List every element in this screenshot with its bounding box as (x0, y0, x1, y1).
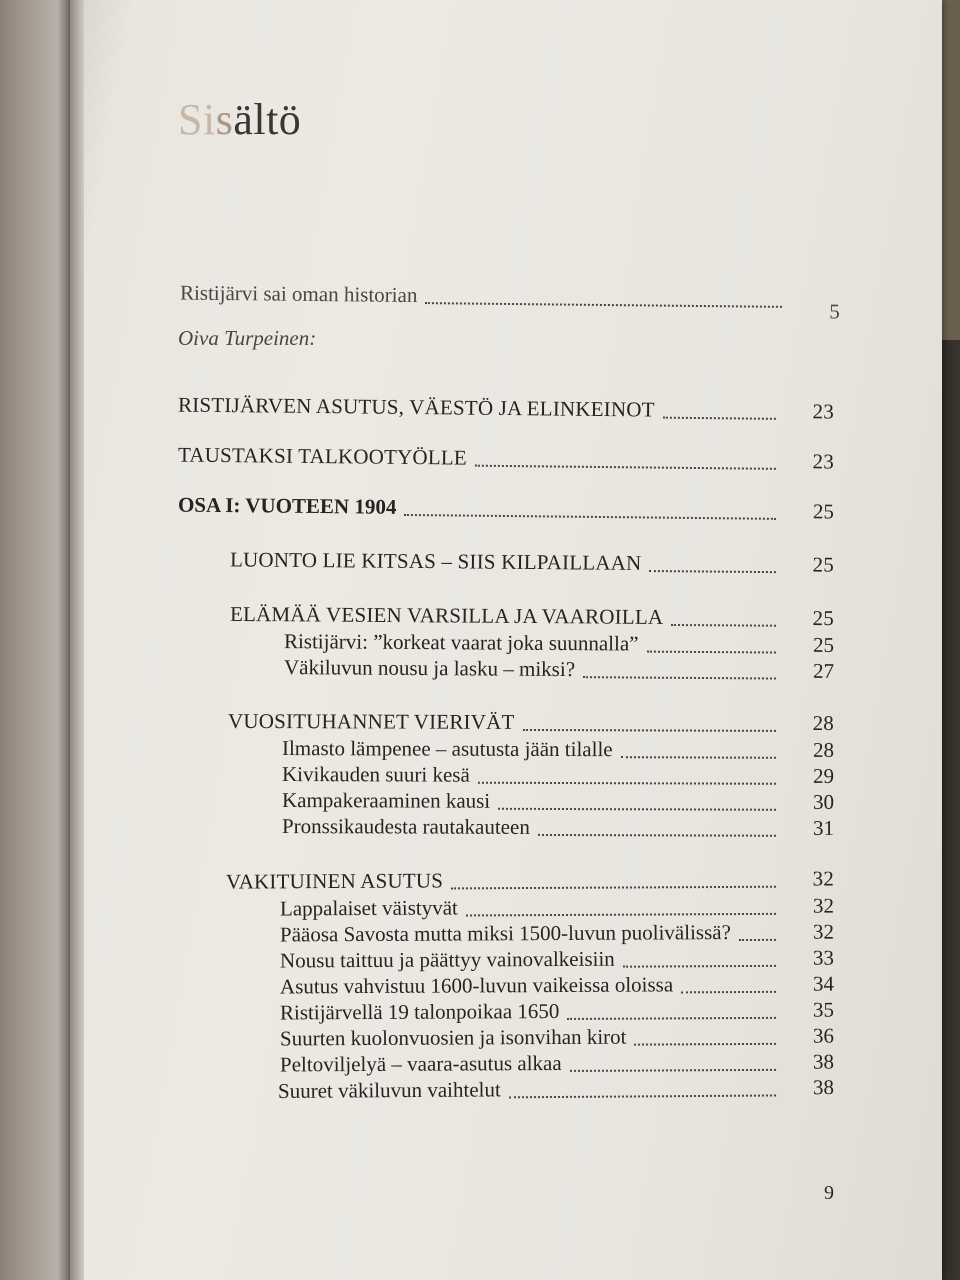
toc-entry-label: Peltoviljelyä – vaara-asutus alkaa (279, 1050, 562, 1077)
toc-entry-page: 29 (812, 763, 835, 788)
toc-entry-section (282, 788, 834, 815)
toc-entry-label: ELÄMÄÄ VESIEN VARSILLA JA VAAROILLA (229, 601, 664, 629)
toc-entry-page: 27 (812, 658, 835, 683)
dot-leader (451, 886, 776, 890)
page-gutter (70, 0, 84, 1280)
toc-entry-page: 36 (812, 1023, 835, 1048)
toc-entry-section (280, 946, 834, 974)
dot-leader (671, 624, 776, 627)
author-credit: Oiva Turpeinen: (178, 326, 317, 350)
toc-entry-page: 23 (812, 399, 835, 424)
toc-entry-section (282, 814, 834, 841)
dot-leader (404, 514, 776, 520)
dot-leader (498, 808, 776, 811)
toc-entry-label: Pääosa Savosta mutta miksi 1500-luvun puolivälissä? (279, 920, 731, 947)
dot-leader (475, 465, 776, 470)
dot-leader (466, 913, 776, 917)
toc-entry-section (280, 1050, 834, 1078)
toc-entry-page: 25 (812, 552, 835, 577)
toc-entry-label: Väkiluvun nousu ja lasku – miksi? (283, 655, 576, 682)
toc-entry-page: 23 (812, 449, 835, 474)
toc-entry-section (282, 736, 834, 763)
dot-leader (623, 965, 776, 968)
title-part-faded: Si (178, 95, 216, 144)
toc-entry-section (280, 972, 834, 1000)
dot-leader (649, 570, 776, 573)
toc-entry-page: 38 (812, 1075, 835, 1100)
dot-leader (425, 302, 782, 308)
toc-entry-label: OSA I: VUOTEEN 1904 (177, 492, 397, 519)
toc-entry-page: 38 (812, 1049, 835, 1074)
toc-entry-label: Lappalaiset väistyvät (279, 895, 458, 921)
toc-entry-label: RISTIJÄRVEN ASUTUS, VÄESTÖ JA ELINKEINOT (177, 392, 655, 422)
toc-entry-label: Suuret väkiluvun vaihtelut (277, 1077, 501, 1103)
toc-entry-chapter (226, 866, 834, 894)
toc-entry-label: VUOSITUHANNET VIERIVÄT (227, 708, 515, 734)
dot-leader (739, 939, 776, 941)
toc-entry-page: 25 (812, 499, 835, 524)
dot-leader (478, 782, 776, 785)
toc-entry-page: 25 (812, 605, 835, 631)
toc-entry-section (284, 629, 834, 658)
toc-entry-label: Kivikauden suuri kesä (281, 762, 470, 787)
toc-entry-page: 28 (812, 737, 835, 762)
toc-entry-page: 5 (829, 299, 840, 324)
dot-leader (663, 417, 776, 420)
toc-entry-page: 34 (812, 971, 835, 996)
title-part-mid: s (215, 95, 234, 144)
toc-entry-page: 32 (812, 866, 835, 891)
toc-entry-section (280, 998, 834, 1026)
toc-entry-label: Ristijärvellä 19 talonpoikaa 1650 (279, 998, 560, 1025)
dot-leader (509, 1094, 776, 1098)
toc-entry-label: Suurten kuolonvuosien ja isonvihan kirot (279, 1024, 627, 1051)
toc-entry-label: Ristijärvi sai oman historian (179, 280, 418, 308)
toc-entry-section (282, 762, 834, 789)
toc-entry-page: 28 (812, 710, 835, 736)
toc-entry-section (280, 1024, 834, 1052)
dot-leader (523, 729, 776, 732)
toc-entry-page: 35 (812, 997, 835, 1022)
dot-leader (583, 676, 776, 679)
toc-entry-label: Ilmasto lämpenee – asutusta jään tilalle (281, 736, 613, 762)
dot-leader (621, 756, 776, 759)
dot-leader (538, 834, 776, 837)
toc-entry-label: VAKITUINEN ASUTUS (225, 868, 444, 894)
dot-leader (635, 1043, 777, 1046)
toc-entry-label: Ristijärvi: ”korkeat vaarat joka suunnalla” (283, 629, 639, 656)
toc-entry-chapter (228, 709, 834, 736)
toc-entry-label: Asutus vahvistuu 1600-luvun vaikeissa oloissa (279, 972, 674, 999)
page-number: 9 (824, 1182, 834, 1204)
title-part-main: ältö (233, 95, 302, 144)
toc-entry-chapter (230, 602, 834, 631)
toc-entry-page: 30 (812, 789, 835, 814)
dot-leader (646, 651, 775, 654)
dot-leader (681, 991, 776, 993)
toc-entry-label: TAUSTAKSI TALKOOTYÖLLE (177, 442, 467, 470)
toc-entry-chapter (230, 547, 834, 577)
toc-entry-page: 32 (812, 919, 835, 944)
toc-entry-page: 31 (812, 815, 835, 840)
toc-entry-page: 33 (812, 945, 835, 970)
toc-entry-page: 25 (812, 632, 835, 657)
toc-entry-label: Kampakeraaminen kausi (281, 788, 491, 813)
toc-entry-page: 32 (812, 893, 835, 918)
dot-leader (570, 1069, 776, 1072)
toc-entry-label: Pronssikaudesta rautakauteen (281, 814, 530, 839)
toc-entry-section (278, 1075, 834, 1104)
toc-entry-section (284, 655, 834, 684)
toc-entry-label: LUONTO LIE KITSAS – SIIS KILPAILLAAN (229, 547, 642, 575)
toc-entry-label: Nousu taittuu ja päättyy vainovalkeisiin (279, 946, 615, 973)
page-title (178, 94, 301, 145)
toc-entry-section (280, 920, 834, 948)
dot-leader (567, 1017, 776, 1020)
toc-entry-section (280, 894, 834, 922)
